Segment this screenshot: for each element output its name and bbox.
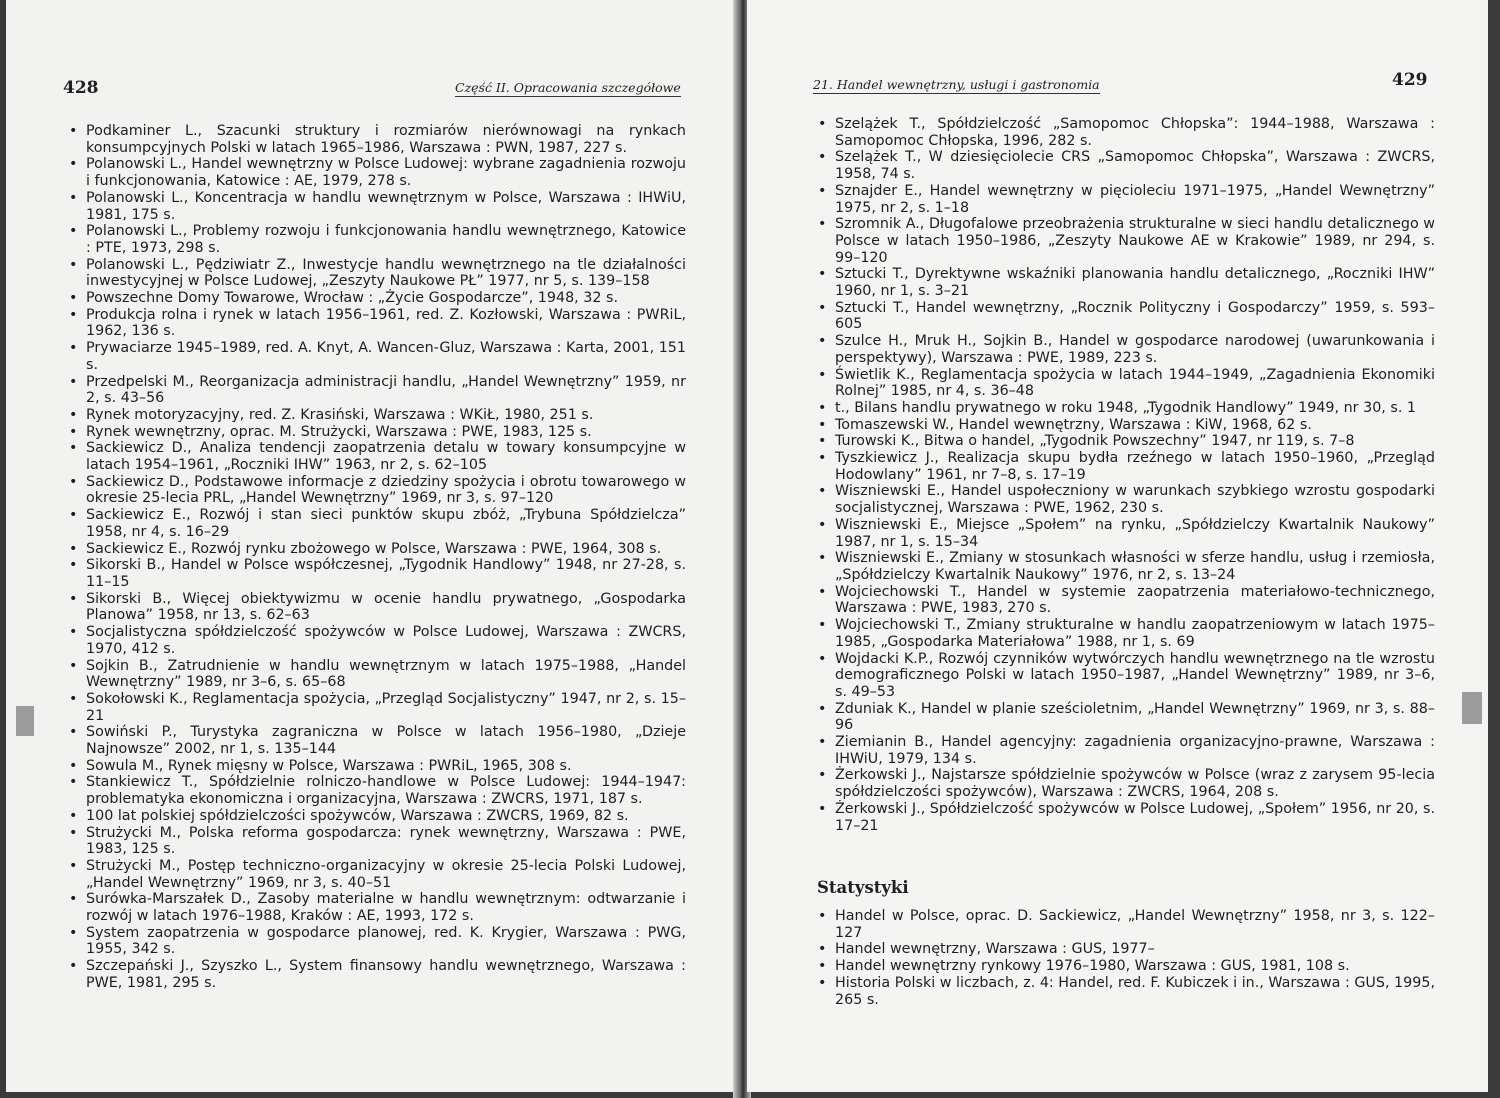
running-head: 21. Handel wewnętrzny, usługi i gastronomia — [813, 77, 1100, 92]
stat-entry: • Historia Polski w liczbach, z. 4: Handel, red. F. Kubiczek i in., Warszawa : GUS, 1995, 265 s. — [813, 975, 1435, 1008]
stat-entry: • Handel w Polsce, oprac. D. Sackiewicz, „Handel Wewnętrzny” 1958, nr 3, s. 122–127 — [813, 908, 1435, 941]
bib-entry: • Sackiewicz E., Rozwój rynku zbożowego w Polsce, Warszawa : PWE, 1964, 308 s. — [64, 541, 686, 558]
bib-entry: • Turowski K., Bitwa o handel, „Tygodnik Powszechny” 1947, nr 119, s. 7–8 — [813, 433, 1435, 450]
left-page — [6, 0, 739, 1092]
bib-entry: • Szelążek T., Spółdzielczość „Samopomoc Chłopska”: 1944–1988, Warszawa : Samopomoc Chłopska, 1996, 282 s. — [813, 116, 1435, 149]
bib-entry: • Polanowski L., Pędziwiatr Z., Inwestycje handlu wewnętrznego na tle działalności inwestycyjnej w Polsce Ludowej, „Zeszyty Naukowe PŁ” 1977, nr 5, s. 139–158 — [64, 257, 686, 290]
bib-entry: • Sztucki T., Handel wewnętrzny, „Rocznik Polityczny i Gospodarczy” 1959, s. 593–605 — [813, 300, 1435, 333]
bib-entry: • Wojdacki K.P., Rozwój czynników wytwórczych handlu wewnętrznego na tle wzrostu demograficznego Polski w latach 1950–1987, „Handel Wewnętrzny” 1989, nr 3–6, s. 49–53 — [813, 651, 1435, 701]
bib-entry: • Sznajder E., Handel wewnętrzny w pięcioleciu 1971–1975, „Handel Wewnętrzny” 1975, nr 2, s. 1–18 — [813, 183, 1435, 216]
bib-entry: • Szulce H., Mruk H., Sojkin B., Handel w gospodarce narodowej (uwarunkowania i perspektywy), Warszawa : PWE, 1989, 223 s. — [813, 333, 1435, 366]
bib-entry: • Zduniak K., Handel w planie sześcioletnim, „Handel Wewnętrzny” 1969, nr 3, s. 88–96 — [813, 701, 1435, 734]
bib-entry: • Świetlik K., Reglamentacja spożycia w latach 1944–1949, „Zagadnienia Ekonomiki Rolnej” 1985, nr 4, s. 36–48 — [813, 367, 1435, 400]
bib-entry: • 100 lat polskiej spółdzielczości spożywców, Warszawa : ZWCRS, 1969, 82 s. — [64, 808, 686, 825]
right-page — [747, 0, 1488, 1092]
running-head: Część II. Opracowania szczegółowe — [455, 80, 681, 95]
bib-entry: • Tomaszewski W., Handel wewnętrzny, Warszawa : KiW, 1968, 62 s. — [813, 417, 1435, 434]
bib-entry: • Przedpelski M., Reorganizacja administracji handlu, „Handel Wewnętrzny” 1959, nr 2, s. 43–56 — [64, 374, 686, 407]
bib-entry: • Szczepański J., Szyszko L., System finansowy handlu wewnętrznego, Warszawa : PWE, 1981, 295 s. — [64, 958, 686, 991]
bib-entry: • Wiszniewski E., Handel uspołeczniony w warunkach szybkiego wzrostu gospodarki socjalistycznej, Warszawa : PWE, 1962, 230 s. — [813, 483, 1435, 516]
bib-entry: • Polanowski L., Problemy rozwoju i funkcjonowania handlu wewnętrznego, Katowice : PTE, 1973, 298 s. — [64, 223, 686, 256]
bib-entry: • System zaopatrzenia w gospodarce planowej, red. K. Krygier, Warszawa : PWG, 1955, 342 s. — [64, 925, 686, 958]
thumb-index-tab — [1462, 692, 1482, 724]
bib-entry: • Rynek wewnętrzny, oprac. M. Strużycki, Warszawa : PWE, 1983, 125 s. — [64, 424, 686, 441]
bib-entry: • Sokołowski K., Reglamentacja spożycia, „Przegląd Socjalistyczny” 1947, nr 2, s. 15–21 — [64, 691, 686, 724]
bib-entry: • Ziemianin B., Handel agencyjny: zagadnienia organizacyjno-prawne, Warszawa : IHWiU, 1979, 134 s. — [813, 734, 1435, 767]
bib-entry: • Polanowski L., Koncentracja w handlu wewnętrznym w Polsce, Warszawa : IHWiU, 1981, 175 s. — [64, 190, 686, 223]
bib-entry: • Surówka-Marszałek D., Zasoby materialne w handlu wewnętrznym: odtwarzanie i rozwój w latach 1976–1988, Kraków : AE, 1993, 172 s. — [64, 891, 686, 924]
bib-entry: • Sztucki T., Dyrektywne wskaźniki planowania handlu detalicznego, „Roczniki IHW” 1960, nr 1, s. 3–21 — [813, 266, 1435, 299]
bib-entry: • Szelążek T., W dziesięciolecie CRS „Samopomoc Chłopska”, Warszawa : ZWCRS, 1958, 74 s. — [813, 149, 1435, 182]
bib-entry: • t., Bilans handlu prywatnego w roku 1948, „Tygodnik Handlowy” 1949, nr 30, s. 1 — [813, 400, 1435, 417]
bib-entry: • Sackiewicz E., Rozwój i stan sieci punktów skupu zbóż, „Trybuna Spółdzielcza” 1958, nr 4, s. 16–29 — [64, 507, 686, 540]
bib-entry: • Sowula M., Rynek mięsny w Polsce, Warszawa : PWRiL, 1965, 308 s. — [64, 758, 686, 775]
bib-entry: • Sojkin B., Zatrudnienie w handlu wewnętrznym w latach 1975–1988, „Handel Wewnętrzny” 1989, nr 3–6, s. 65–68 — [64, 658, 686, 691]
bib-entry: • Sikorski B., Więcej obiektywizmu w ocenie handlu prywatnego, „Gospodarka Planowa” 1958, nr 13, s. 62–63 — [64, 591, 686, 624]
bib-entry: • Wiszniewski E., Miejsce „Społem” na rynku, „Spółdzielczy Kwartalnik Naukowy” 1987, nr 1, s. 15–34 — [813, 517, 1435, 550]
bib-entry: • Wojciechowski T., Handel w systemie zaopatrzenia materiałowo-technicznego, Warszawa : PWE, 1983, 270 s. — [813, 584, 1435, 617]
bib-entry: • Żerkowski J., Spółdzielczość spożywców w Polsce Ludowej, „Społem” 1956, nr 20, s. 17–21 — [813, 801, 1435, 834]
bib-entry: • Prywaciarze 1945–1989, red. A. Knyt, A. Wancen-Gluz, Warszawa : Karta, 2001, 151 s. — [64, 340, 686, 373]
statistics-list — [813, 908, 1435, 1008]
stat-entry: • Handel wewnętrzny rynkowy 1976–1980, Warszawa : GUS, 1981, 108 s. — [813, 958, 1435, 975]
bib-entry: • Strużycki M., Polska reforma gospodarcza: rynek wewnętrzny, Warszawa : PWE, 1983, 125 s. — [64, 825, 686, 858]
page-number: 429 — [1392, 70, 1428, 90]
bib-entry: • Wojciechowski T., Zmiany strukturalne w handlu zaopatrzeniowym w latach 1975–1985, „Gospodarka Materiałowa” 1988, nr 1, s. 69 — [813, 617, 1435, 650]
bib-entry: • Sackiewicz D., Analiza tendencji zaopatrzenia detalu w towary konsumpcyjne w latach 1954–1961, „Roczniki IHW” 1963, nr 2, s. 62–105 — [64, 440, 686, 473]
bib-entry: • Szromnik A., Długofalowe przeobrażenia strukturalne w sieci handlu detalicznego w Polsce w latach 1950–1986, „Zeszyty Naukowe AE w Krakowie” 1989, nr 294, s. 99–120 — [813, 216, 1435, 266]
bib-entry: • Produkcja rolna i rynek w latach 1956–1961, red. Z. Kozłowski, Warszawa : PWRiL, 1962, 136 s. — [64, 307, 686, 340]
bib-entry: • Sackiewicz D., Podstawowe informacje z dziedziny spożycia i obrotu towarowego w okresie 25-lecia PRL, „Handel Wewnętrzny” 1969, nr 3, s. 97–120 — [64, 474, 686, 507]
bib-entry: • Wiszniewski E., Zmiany w stosunkach własności w sferze handlu, usług i rzemiosła, „Spółdzielczy Kwartalnik Naukowy” 1976, nr 2, s. 13–24 — [813, 550, 1435, 583]
bib-entry: • Sikorski B., Handel w Polsce współczesnej, „Tygodnik Handlowy” 1948, nr 27-28, s. 11–15 — [64, 557, 686, 590]
bibliography-list — [64, 123, 686, 992]
bib-entry: • Żerkowski J., Najstarsze spółdzielnie spożywców w Polsce (wraz z zarysem 95-lecia spółdzielczości spożywców), Warszawa : ZWCRS, 1964, 208 s. — [813, 767, 1435, 800]
bib-entry: • Podkaminer L., Szacunki struktury i rozmiarów nierównowagi na rynkach konsumpcyjnych Polski w latach 1965–1986, Warszawa : PWN, 1987, 227 s. — [64, 123, 686, 156]
bibliography-list — [813, 116, 1435, 834]
section-heading: Statystyki — [817, 878, 909, 897]
bib-entry: • Strużycki M., Postęp techniczno-organizacyjny w okresie 25-lecia Polski Ludowej, „Handel Wewnętrzny” 1969, nr 3, s. 40–51 — [64, 858, 686, 891]
bib-entry: • Sowiński P., Turystyka zagraniczna w Polsce w latach 1956–1980, „Dzieje Najnowsze” 2002, nr 1, s. 135–144 — [64, 724, 686, 757]
bib-entry: • Stankiewicz T., Spółdzielnie rolniczo-handlowe w Polsce Ludowej: 1944–1947: problematyka ekonomiczna i organizacyjna, Warszawa : ZWCRS, 1971, 187 s. — [64, 774, 686, 807]
stat-entry: • Handel wewnętrzny, Warszawa : GUS, 1977– — [813, 941, 1435, 958]
bib-entry: • Rynek motoryzacyjny, red. Z. Krasiński, Warszawa : WKiŁ, 1980, 251 s. — [64, 407, 686, 424]
bib-entry: • Socjalistyczna spółdzielczość spożywców w Polsce Ludowej, Warszawa : ZWCRS, 1970, 412 s. — [64, 624, 686, 657]
page-number: 428 — [63, 78, 99, 98]
thumb-index-tab — [16, 706, 34, 736]
bib-entry: • Polanowski L., Handel wewnętrzny w Polsce Ludowej: wybrane zagadnienia rozwoju i funkcjonowania, Katowice : AE, 1979, 278 s. — [64, 156, 686, 189]
bib-entry: • Powszechne Domy Towarowe, Wrocław : „Życie Gospodarcze”, 1948, 32 s. — [64, 290, 686, 307]
bib-entry: • Tyszkiewicz J., Realizacja skupu bydła rzeźnego w latach 1950–1960, „Przegląd Hodowlany” 1961, nr 7–8, s. 17–19 — [813, 450, 1435, 483]
